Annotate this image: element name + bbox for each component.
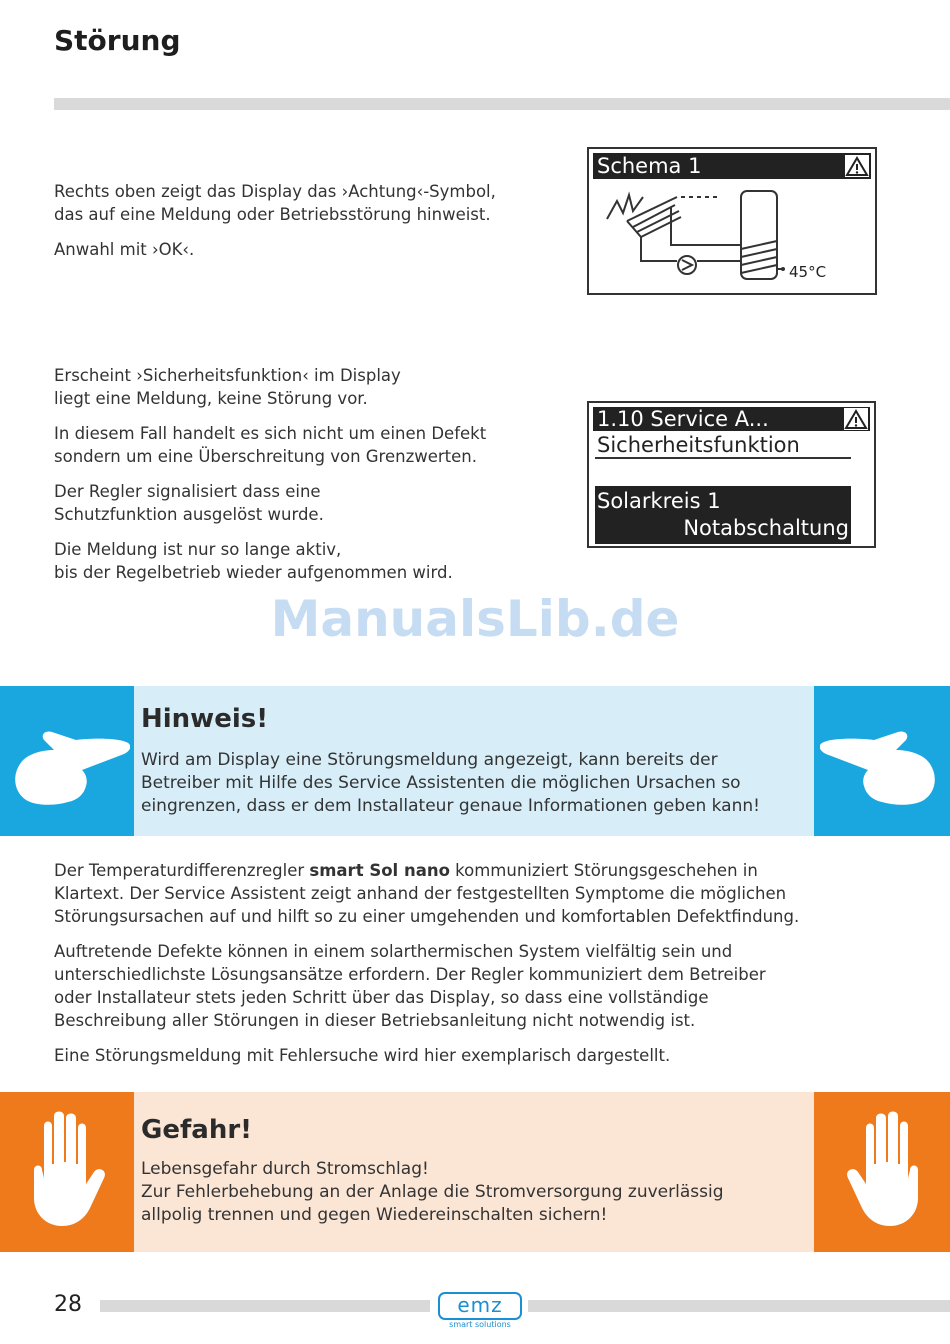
- page-number: 28: [54, 1292, 82, 1317]
- display-title-bar: [593, 153, 871, 179]
- body-paragraph: [54, 859, 914, 928]
- collector-icon: [627, 197, 681, 237]
- safety-paragraph: Der Regler signalisiert dass eine Schutzfunktion ausgelöst wurde.: [54, 482, 324, 524]
- pointing-hand-icon: [6, 708, 130, 816]
- header-divider: [54, 98, 950, 110]
- safety-section: [54, 364, 574, 584]
- warning-triangle-icon: [844, 408, 868, 435]
- pump-icon: [678, 256, 696, 274]
- display-service: [587, 401, 876, 548]
- temperature-readout: 45°C: [789, 263, 827, 281]
- stop-hand-icon: [836, 1108, 932, 1236]
- display-divider: [595, 457, 851, 459]
- intro-section: [54, 180, 574, 261]
- display-message-line: Solarkreis 1: [597, 489, 721, 513]
- body-paragraph: Auftretende Defekte können in einem solarthermischen System vielfältig sein und unterschiedlichste Lösungsansätze erfordern. Der Regler kommuniziert dem Betreiber oder Installateur stets jeden Schritt über das Display, so dass eine vollständige Beschreibung aller Störungen in dieser Betriebsanleitung nicht notwendig ist.: [54, 942, 766, 1030]
- danger-text: Lebensgefahr durch Stromschlag! Zur Fehlerbehebung an der Anlage die Stromversorgung zuverlässig allpolig trennen und gegen Wiedereinschalten sichern!: [141, 1159, 724, 1225]
- intro-paragraph: Rechts oben zeigt das Display das ›Achtung‹-Symbol, das auf eine Meldung oder Betriebsstörung hinweist.: [54, 182, 496, 224]
- intro-paragraph: Anwahl mit ›OK‹.: [54, 240, 195, 259]
- body-section: [54, 859, 914, 1067]
- display-message-box: [595, 486, 851, 544]
- logo-text: emz: [457, 1293, 503, 1317]
- footer-bar-left: [100, 1300, 430, 1312]
- body-text: kommuniziert Störungsgeschehen in Klartext. Der Service Assistent zeigt anhand der festgestellten Symptome die möglichen Störungsursachen auf und hilft so zu einer umgehenden und komfortablen Defektfindung.: [54, 861, 800, 926]
- safety-paragraph: In diesem Fall handelt es sich nicht um einen Defekt sondern um eine Überschreitung von Grenzwerten.: [54, 424, 487, 466]
- body-text: Der Temperaturdifferenzregler: [54, 861, 310, 880]
- safety-paragraph: Die Meldung ist nur so lange aktiv, bis der Regelbetrieb wieder aufgenommen wird.: [54, 540, 453, 582]
- display-title: Schema 1: [597, 154, 702, 178]
- display-title: 1.10 Service A...: [597, 407, 769, 431]
- product-name: smart Sol nano: [309, 861, 450, 880]
- watermark: ManualsLib.de: [270, 590, 680, 648]
- footer-bar-right: [528, 1300, 950, 1312]
- body-paragraph: Eine Störungsmeldung mit Fehlersuche wird hier exemplarisch dargestellt.: [54, 1046, 671, 1065]
- storage-tank-icon: [741, 191, 777, 279]
- safety-paragraph: Erscheint ›Sicherheitsfunktion‹ im Display liegt eine Meldung, keine Störung vor.: [54, 366, 401, 408]
- display-schema: [587, 147, 877, 295]
- page-title: Störung: [54, 24, 181, 57]
- stop-hand-icon: [20, 1108, 116, 1236]
- danger-heading: Gefahr!: [141, 1115, 253, 1145]
- display-subtitle: Sicherheitsfunktion: [597, 433, 800, 457]
- warning-triangle-icon: [845, 155, 869, 182]
- display-title-bar: [593, 407, 870, 431]
- hint-heading: Hinweis!: [141, 704, 269, 734]
- pointing-hand-icon: [820, 708, 944, 816]
- display-message-line: Notabschaltung: [683, 516, 849, 540]
- logo-tagline: smart solutions: [449, 1320, 511, 1329]
- hint-text: Wird am Display eine Störungsmeldung angezeigt, kann bereits der Betreiber mit Hilfe des Service Assistenten die möglichen Ursachen so eingrenzen, dass er dem Installateur genaue Informationen geben kann!: [141, 750, 760, 816]
- emz-logo: [438, 1292, 522, 1320]
